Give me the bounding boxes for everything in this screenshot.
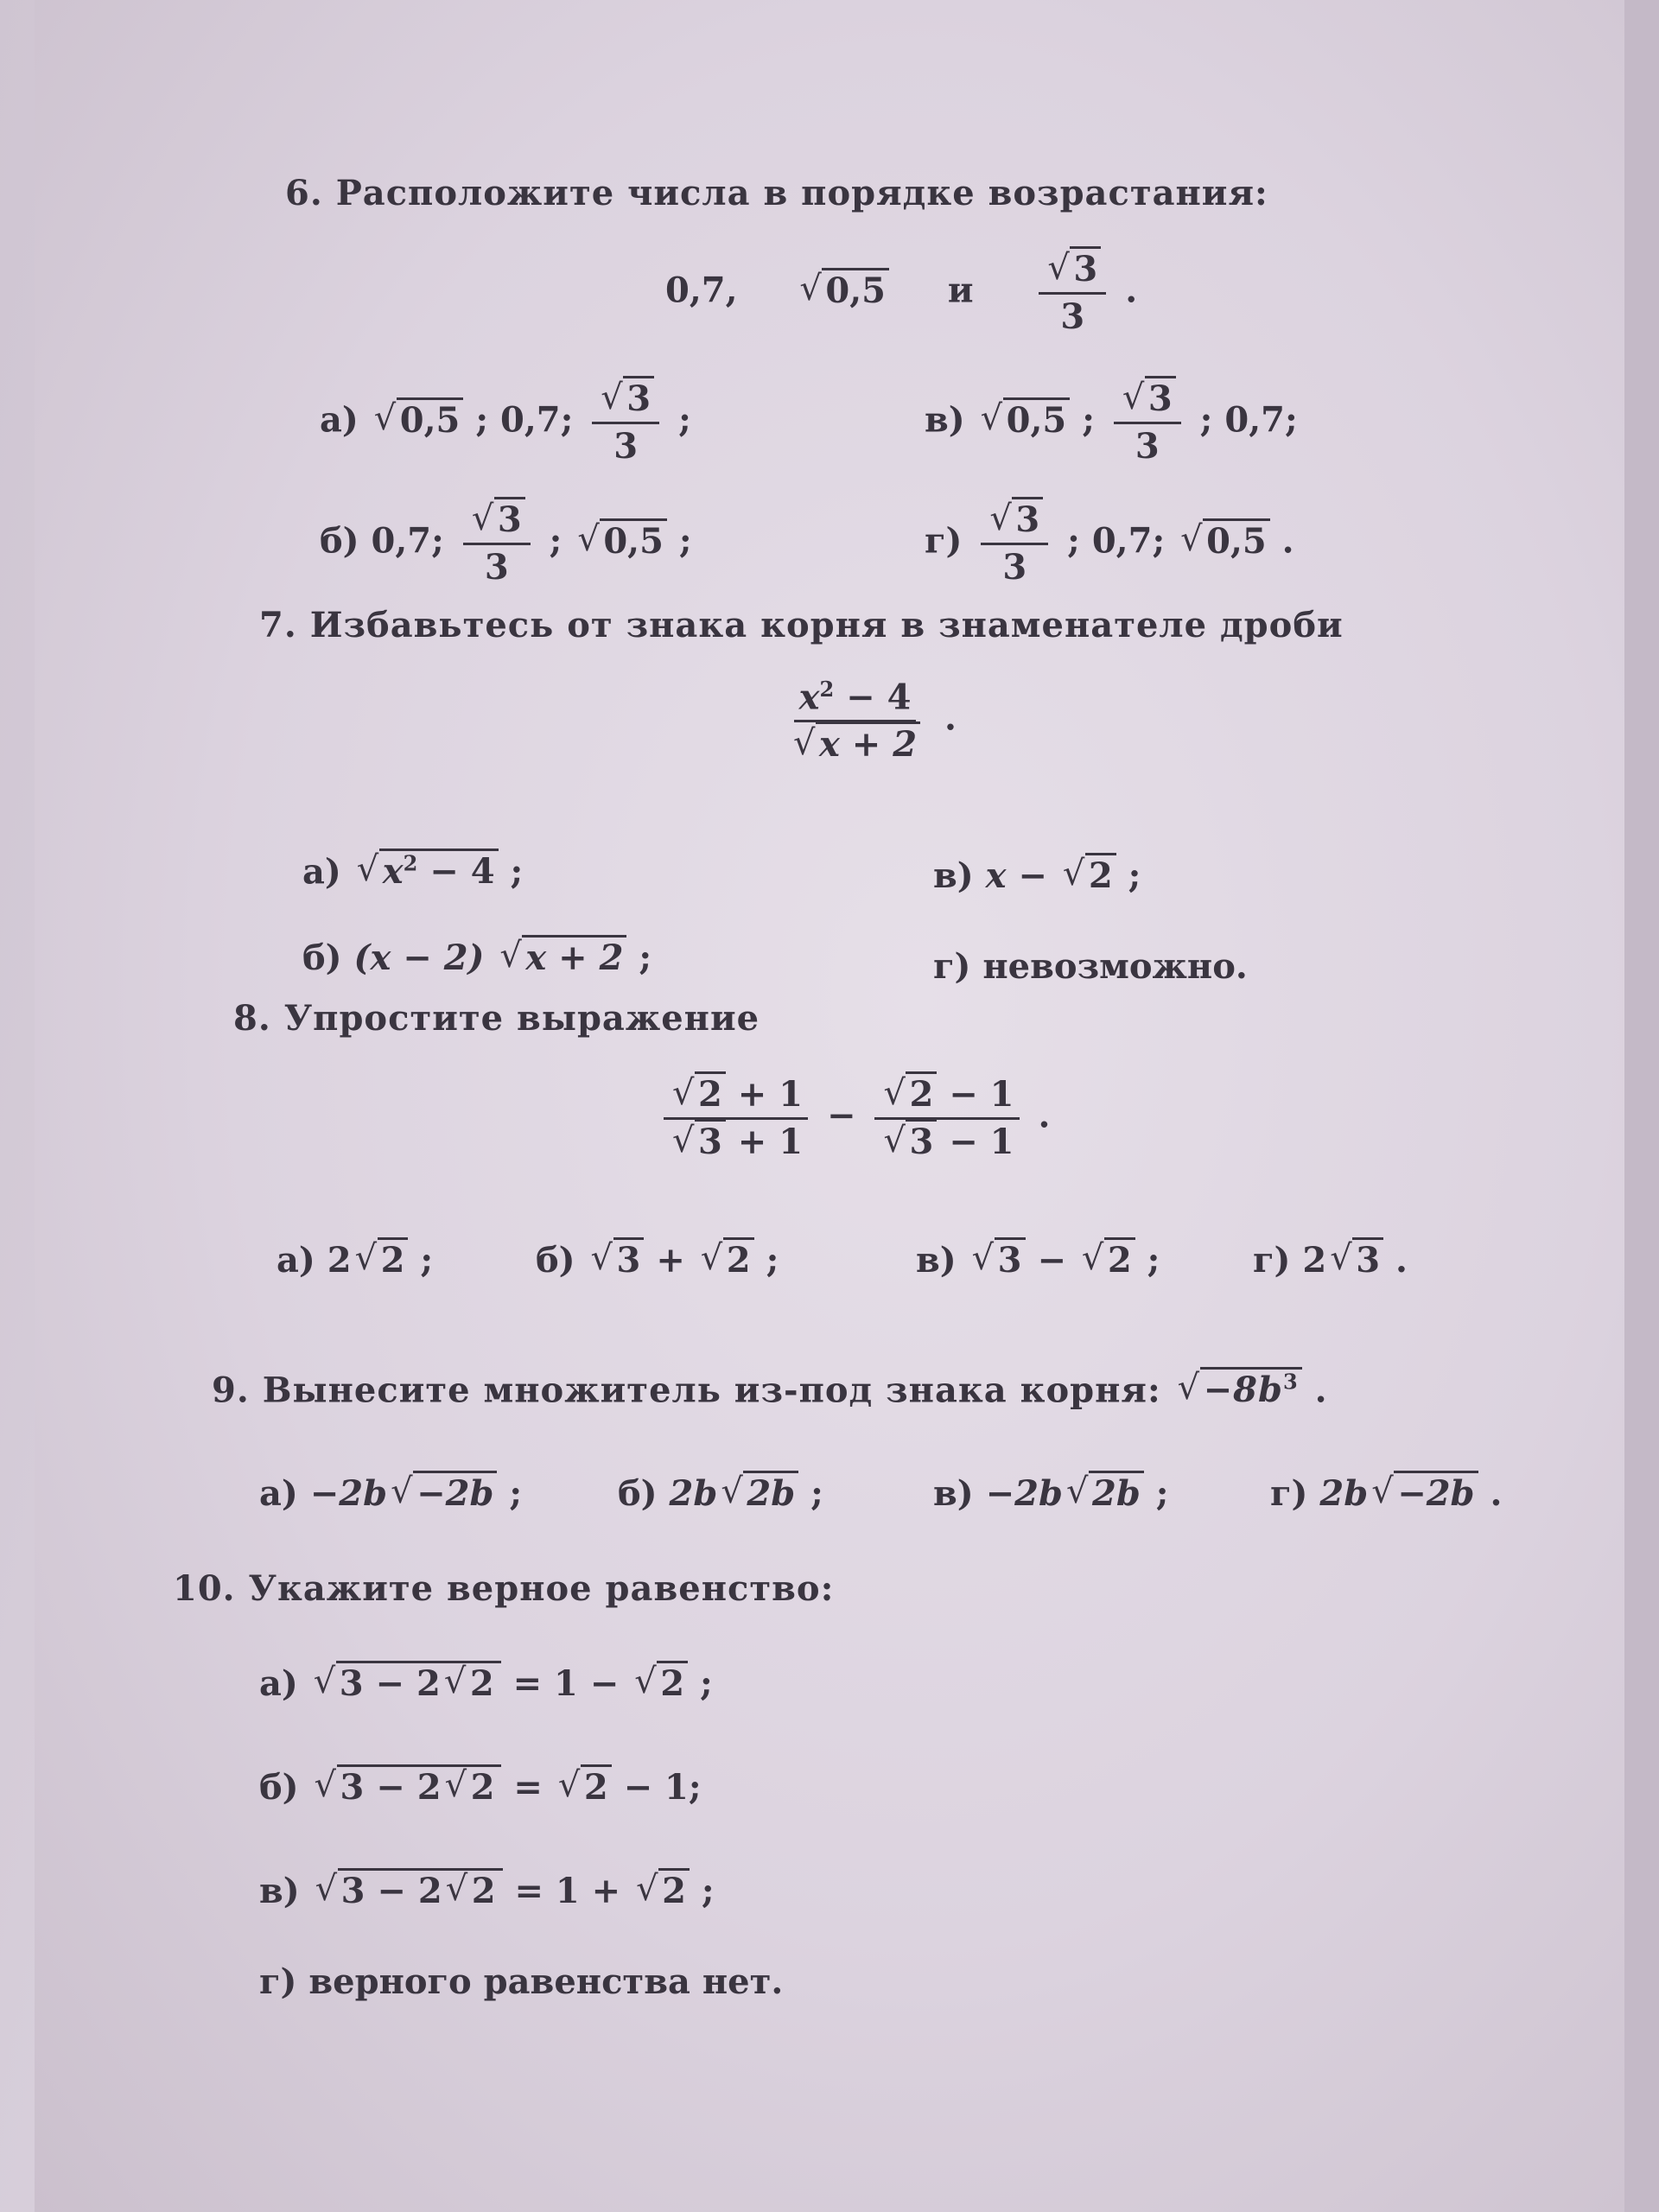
q8-heading <box>233 998 760 1039</box>
q7-text: Избавьтесь от знака корня в знаменателе дроби <box>309 605 1344 645</box>
q10-number: 10. <box>173 1568 236 1609</box>
q8-option-g[interactable]: г) 2√ 3 . <box>1253 1240 1408 1281</box>
q10-option-a[interactable]: а) √ 3 − 2√ 2 = 1 − √ 2 ; <box>259 1663 713 1704</box>
q10-option-v[interactable]: в) √ 3 − 2√ 2 = 1 + √ 2 ; <box>259 1871 715 1911</box>
q8-option-a[interactable]: а) 2√ 2 ; <box>276 1240 433 1281</box>
q8-text: Упростите выражение <box>283 998 760 1039</box>
q6-number-a: 0,7, <box>665 270 738 311</box>
q9-option-b[interactable]: б) 2b√ 2b ; <box>618 1473 823 1514</box>
q7-fraction: $x^2 - 4$ √ x + 2 . <box>778 678 957 764</box>
q6-frac-c: √ $\frac{3}{3}$ <box>1039 251 1106 336</box>
q6-option-g[interactable]: г) √ $\frac{3}{3}$ ; 0,7; √ 0,5 . <box>925 501 1294 587</box>
q9-option-a[interactable]: а) −2b√ −2b ; <box>259 1473 522 1514</box>
q9-option-g[interactable]: г) 2b√ −2b . <box>1270 1473 1502 1514</box>
q6-sqrt-b: √ 0,5 <box>799 270 889 311</box>
q6-option-a[interactable]: а) √ 0,5 ; 0,7; √ $\frac{3}{3}$ ; <box>320 380 691 466</box>
q7-number: 7. <box>259 605 297 645</box>
q9-radical: √ $-8b^3$ <box>1178 1370 1302 1410</box>
q6-option-b[interactable]: б) 0,7; √ $\frac{3}{3}$ ; √ 0,5 ; <box>320 501 692 587</box>
q6-numbers: 0,7, √ 0,5 и √ $\frac{3}{3}$ . <box>665 251 1137 336</box>
q7-option-v[interactable]: в) x − √ 2 ; <box>933 855 1141 896</box>
q7-option-b[interactable]: б) (x − 2) √ x + 2 ; <box>302 938 652 978</box>
q8-number: 8. <box>233 998 271 1039</box>
q7-option-g[interactable]: г) невозможно. <box>933 946 1248 987</box>
q9-option-v[interactable]: в) −2b√ 2b ; <box>933 1473 1169 1514</box>
page-edge <box>1624 0 1659 2212</box>
q6-conj: и <box>947 270 974 311</box>
q8-expression: √ 2 + 1 √ 3 + 1 − √ 2 − 1 √ 3 − 1 . <box>657 1076 1050 1161</box>
q10-heading <box>173 1568 834 1609</box>
q9-number: 9. <box>212 1370 250 1411</box>
q9-text: Вынесите множитель из-под знака корня: <box>262 1370 1161 1411</box>
q6-number: 6. <box>285 173 323 213</box>
q10-option-g[interactable]: г) верного равенства нет. <box>259 1961 784 2002</box>
q6-text: Расположите числа в порядке возрастания: <box>335 173 1268 213</box>
q7-heading <box>259 605 1344 645</box>
q7-option-a[interactable]: а) √ $x^2 - 4$ ; <box>302 851 523 892</box>
q10-text: Укажите верное равенство: <box>248 1568 835 1609</box>
q6-heading <box>285 173 1268 213</box>
q8-option-b[interactable]: б) √ 3 + √ 2 ; <box>536 1240 779 1281</box>
q9-heading: 9. Вынесите множитель из-под знака корня: √ $-8b^3$ . <box>212 1370 1328 1410</box>
q6-option-v[interactable]: в) √ 0,5 ; √ $\frac{3}{3}$ ; 0,7; <box>925 380 1298 466</box>
q8-option-v[interactable]: в) √ 3 − √ 2 ; <box>916 1240 1160 1281</box>
q10-option-b[interactable]: б) √ 3 − 2√ 2 = √ 2 − 1; <box>259 1767 702 1808</box>
